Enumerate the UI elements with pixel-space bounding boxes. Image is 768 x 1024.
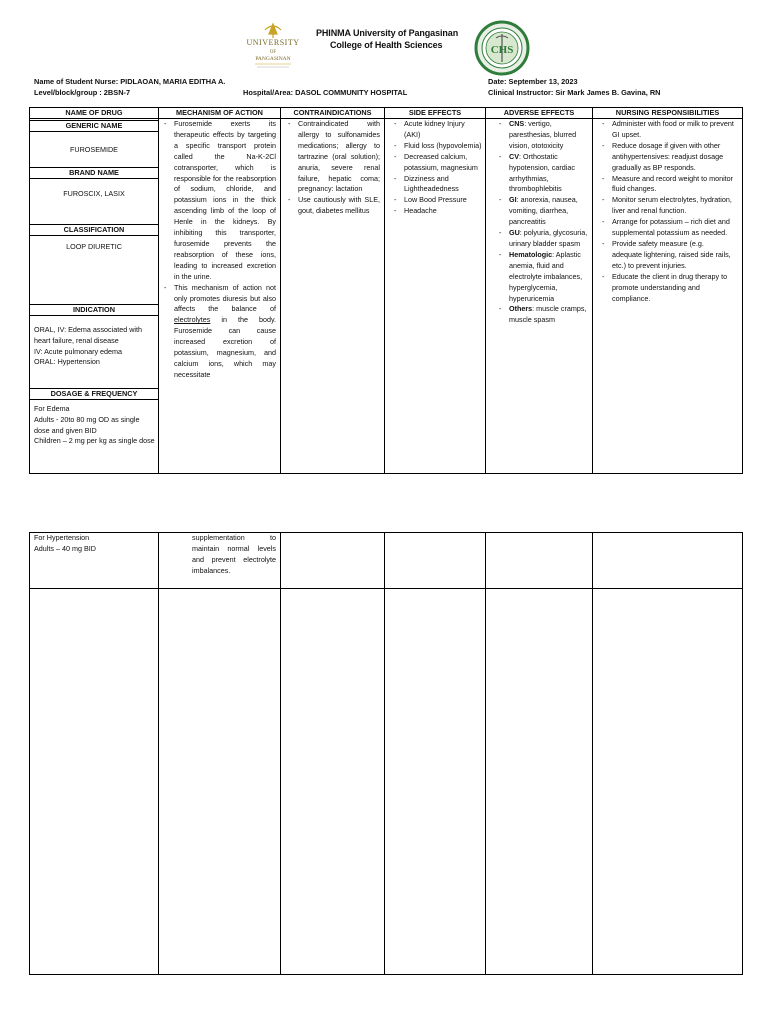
adverse-item [494,152,588,196]
indication-line: ORAL, IV: Edema associated with heart failure, renal disease [34,325,142,345]
drug-name-column-continued [30,533,158,974]
classification-label: CLASSIFICATION [30,224,158,236]
adverse-label: GU [509,228,520,238]
college-title: College of Health Sciences [330,40,443,50]
contraindications-column [280,108,384,473]
mechanism-underlined: electrolytes [174,315,211,325]
side-effect-item: - Low Bood Pressure [389,195,483,206]
side-effects-column-continued [384,533,485,974]
side-effects-list [385,119,485,217]
side-effect-item: - Fluid loss (hypovolemia) [389,141,483,152]
contraindications-column-continued [280,533,384,974]
adverse-label: CNS [509,119,525,128]
drug-study-table-continued [29,532,743,975]
mechanism-column-continued [158,533,280,974]
side-effect-item: - Headache [389,206,483,217]
adverse-text: : muscle cramps, muscle spasm [509,304,587,325]
nursing-item: - Provide safety measure (e.g. adequate lightening, raised side rails, etc.) to prevent injuries. [597,239,734,272]
brand-name-label: BRAND NAME [30,167,158,179]
adverse-effects-column [485,108,592,473]
adverse-effects-header: ADVERSE EFFECTS [486,108,592,119]
nursing-list [593,119,742,304]
side-effect-item: - Decreased calcium, potassium, magnesium [389,152,483,174]
adverse-text: : vertigo, paresthesias, blurred vision, ototoxicity [509,119,577,150]
adverse-label: Others [509,304,533,314]
drug-name-column [30,108,158,473]
date: Date: September 13, 2023 [488,77,578,86]
side-effects-header: SIDE EFFECTS [385,108,485,119]
nursing-item: - Educate the client in drug therapy to promote understanding and compliance. [597,272,734,305]
nursing-item: - Administer with food or milk to prevent GI upset. [597,119,734,141]
contraindications-header: CONTRAINDICATIONS [281,108,384,119]
logo-text-pangasinan: PANGASINAN [255,56,291,62]
generic-name-label: GENERIC NAME [30,120,158,132]
drug-name-header: NAME OF DRUG [30,108,158,119]
dosage-line: Adults - 20to 80 mg OD as single dose and given BID [34,414,140,435]
mechanism-list [159,119,280,381]
student-name: Name of Student Nurse: PIDLAOAN, MARIA EDITHA A. [34,77,226,86]
adverse-item [494,304,588,326]
nursing-header: NURSING RESPONSIBILITIES [593,108,742,119]
adverse-text: : Aplastic anemia, fluid and electrolyte imbalances, hyperglycemia, hyperuricemia [509,249,583,303]
dosage-label: DOSAGE & FREQUENCY [30,388,158,400]
university-title: PHINMA University of Pangasinan [316,28,459,38]
mechanism-text: in the body. Furosemide can cause increased excretion of potassium, magnesium, and calcium ions, which may necessitate [174,315,276,379]
adverse-effects-list [486,119,592,326]
side-effects-column [384,108,485,473]
side-effect-item: - Dizziness and Lightheadedness [389,174,483,196]
brand-name: FUROSCIX, LASIX [63,189,125,198]
dosage-line: Adults – 40 mg BID [34,543,96,553]
adverse-effects-column-continued [485,533,592,974]
indication-label: INDICATION [30,304,158,316]
nursing-item: - Arrange for potassium – rich diet and supplemental potassium as needed. [597,217,734,239]
adverse-item [494,228,588,250]
logo-text-university: UNIVERSITY [246,38,300,47]
mechanism-item [159,283,276,381]
dosage-continued [30,533,158,555]
indication-line: IV: Acute pulmonary edema [34,346,123,356]
side-effect-item: - Acute kidney Injury (AKI) [389,119,483,141]
adverse-item [494,119,588,152]
mechanism-item: - Furosemide exerts its therapeutic effects by targeting a specific transport protein called the Na-K-2Cl cotransporter, which is responsible for the reabsorption of sodium, chloride, and potassium ions in the thick ascending limb of the loop of Henle in the kidneys. By inhibiting this transporter, furosemide prevents the reabsorption of these ions, leading to increased excretion in the urine. [159,119,276,283]
dosage-line: For Hypertension [34,533,90,542]
adverse-label: Hematologic [509,249,553,259]
nursing-column [592,108,742,473]
generic-name: FUROSEMIDE [70,145,118,154]
classification: LOOP DIURETIC [66,242,122,251]
nursing-item: - Measure and record weight to monitor fluid changes. [597,174,734,196]
contraindications-list [281,119,384,217]
indication-line: ORAL: Hypertension [34,357,100,367]
contraindication-item: - Use cautiously with SLE, gout, diabetes mellitus [283,195,380,217]
level-block-group: Level/block/group : 2BSN-7 [34,88,131,97]
university-logo [241,22,305,76]
nursing-item: - Reduce dosage if given with other antihypertensives: readjust dosage gradually as BP responds. [597,141,734,174]
dosage [30,400,158,447]
adverse-item [494,250,588,305]
dosage-line: Children – 2 mg per kg as single dose [34,436,155,446]
indication [30,316,158,388]
adverse-text: : anorexia, nausea, vomiting, diarrhea, pancreatitis [509,195,578,227]
adverse-text: : Orthostatic hypotension, cardiac arrhythmias, thrombophlebitis [509,151,575,194]
chs-logo [474,20,530,76]
dosage-line: For Edema [34,404,70,413]
adverse-item [494,195,588,228]
adverse-label: CV [509,151,519,161]
logo-text-of: OF [269,50,277,55]
nursing-item: - Monitor serum electrolytes, hydration, liver and renal function. [597,195,734,217]
nursing-column-continued [592,533,742,974]
mechanism-column [158,108,280,473]
mechanism-header: MECHANISM OF ACTION [159,108,280,119]
adverse-text: : polyuria, glycosuria, urinary bladder spasm [509,228,588,248]
drug-study-table [29,107,743,474]
contraindication-item: - Contraindicated with allergy to sulfonamides medications; allergy to tartrazine (oral solution); anuria, severe renal failure, hepatic coma; pregnancy: lactation [283,119,380,195]
logo-text-chs: CHS [490,44,514,56]
mechanism-continued: supplementation to maintain normal levels and prevent electrolyte imbalances. [192,533,276,575]
mechanism-text: This mechanism of action not only promotes diuresis but also affects the balance of [174,282,276,314]
hospital-area: Hospital/Area: DASOL COMMUNITY HOSPITAL [243,88,408,97]
adverse-label: GI [509,195,517,205]
clinical-instructor: Clinical Instructor: Sir Mark James B. Gavina, RN [488,88,661,97]
